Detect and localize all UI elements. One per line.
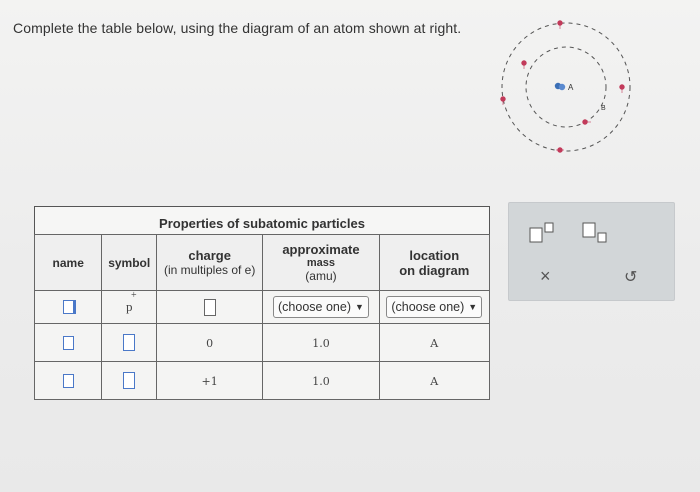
chevron-down-icon: ▼ xyxy=(468,302,478,312)
name-input[interactable] xyxy=(63,374,74,388)
chevron-down-icon: ▼ xyxy=(354,302,364,312)
subscript-icon[interactable] xyxy=(582,222,608,244)
table-row xyxy=(35,324,490,362)
mass-value: 1.0 xyxy=(312,336,330,350)
name-input[interactable] xyxy=(63,336,74,350)
clear-icon[interactable]: × xyxy=(540,266,551,286)
undo-icon[interactable]: ↺ xyxy=(624,269,638,286)
table-row xyxy=(35,291,490,324)
nucleus xyxy=(555,83,565,90)
mass-value: 1.0 xyxy=(312,374,330,388)
particles-table xyxy=(34,206,490,398)
symbol-input[interactable] xyxy=(123,334,135,351)
answer-toolbar xyxy=(508,202,675,301)
atom-diagram xyxy=(494,10,634,160)
header-mass: approximate mass (amu) xyxy=(263,235,379,291)
header-name: name xyxy=(35,235,102,291)
location-value: A xyxy=(430,374,439,388)
location-dropdown[interactable]: (choose one) ▼ xyxy=(386,296,482,318)
inner-shell xyxy=(526,47,606,127)
table-row xyxy=(35,362,490,400)
charge-input[interactable] xyxy=(204,299,216,316)
table-title: Properties of subatomic particles xyxy=(34,206,490,235)
label-a: A xyxy=(568,83,574,92)
superscript-icon[interactable] xyxy=(529,222,555,244)
header-symbol: symbol xyxy=(102,235,156,291)
name-input[interactable] xyxy=(63,300,74,314)
mass-dropdown[interactable]: (choose one) ▼ xyxy=(273,296,369,318)
outer-shell xyxy=(502,23,630,151)
location-value: A xyxy=(430,336,439,350)
symbol-input[interactable] xyxy=(123,372,135,389)
header-charge: charge (in multiples of e) xyxy=(156,235,262,291)
header-location: location on diagram xyxy=(379,235,489,291)
label-b: B xyxy=(601,105,606,112)
question-prompt: Complete the table below, using the diagram of an atom shown at right. xyxy=(13,20,462,36)
symbol-value: p + xyxy=(125,290,137,314)
charge-value: 0 xyxy=(206,336,214,350)
charge-value: +1 xyxy=(201,374,218,388)
